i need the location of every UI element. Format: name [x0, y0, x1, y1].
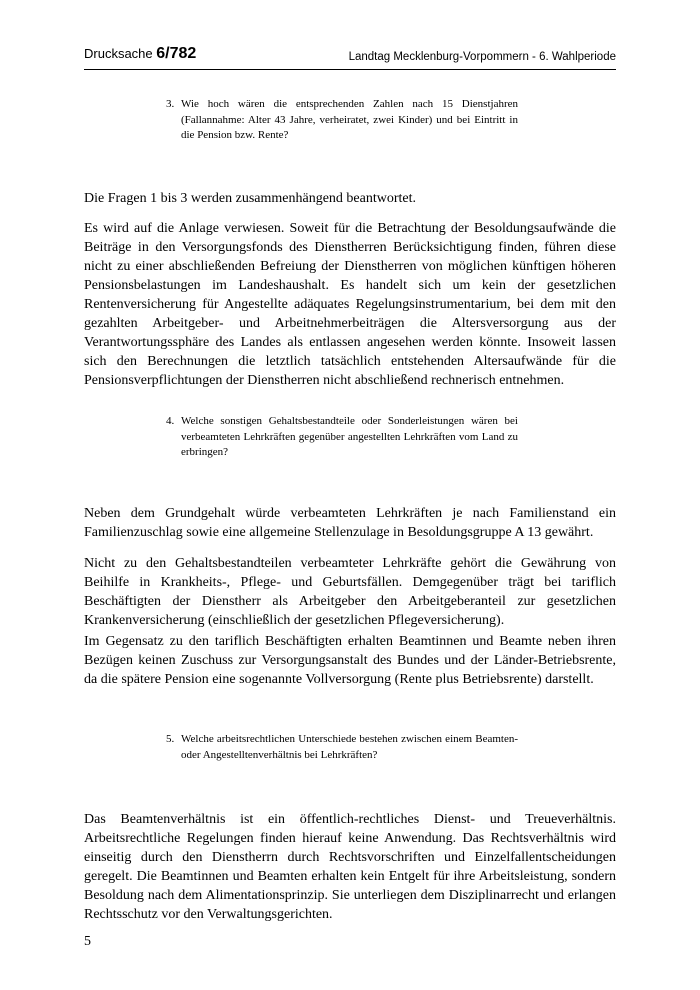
page-number: 5: [84, 934, 91, 949]
answer-intro: Die Fragen 1 bis 3 werden zusammenhängend beantwortet.: [84, 191, 417, 206]
answer-4-paragraph-1: Neben dem Grundgehalt würde verbeamteten Lehrkräften je nach Familienstand ein Familienzuschlag sowie eine allgemeine Stellenzulage in Besoldungsgruppe A 13 gewährt.: [84, 506, 616, 540]
answer-5-paragraph: Das Beamtenverhältnis ist ein öffentlich-rechtliches Dienst- und Treueverhältnis. Arbeitsrechtliche Regelungen finden hierauf keine Anwendung. Das Rechtsverhältnis wird einseitig durch den Dienstherrn durch Rechtsvorschriften und Einzelfallentscheidungen geregelt. Die Beamtinnen und Beamten erhalten kein Entgelt für ihre Arbeitsleistung, sondern Besoldung nach dem Alimentationsprinzip. Sie unterliegen dem Disziplinarrecht und erlangen Rechtsschutz vor den Verwaltungsgerichten.: [84, 812, 616, 922]
question-number: 4.: [166, 415, 175, 427]
answer-4-paragraph-3: Im Gegensatz zu den tariflich Beschäftigten erhalten Beamtinnen und Beamte neben ihren Bezügen keinen Zuschuss zur Versorgungsanstalt des Bundes und der Länder-Betriebsrente, da die spätere Pension eine sogenannte Vollversorgung (Rente plus Betriebsrente) darstellt.: [84, 634, 616, 687]
question-text: Welche sonstigen Gehaltsbestandteile oder Sonderleistungen wären bei verbeamteten Lehrkräften gegenüber angestellten Lehrkräften vom Land zu erbringen?: [181, 415, 518, 458]
doc-label: Drucksache: [84, 46, 153, 61]
question-3: [166, 97, 518, 144]
question-number: 5.: [166, 733, 175, 745]
question-text: Welche arbeitsrechtlichen Unterschiede bestehen zwischen einem Beamten- oder Angestelltenverhältnis bei Lehrkräften?: [181, 733, 518, 761]
page-header: [84, 44, 616, 70]
answer-paragraph-1-3: Es wird auf die Anlage verwiesen. Soweit für die Betrachtung der Besoldungsaufwände die Beiträge in den Versorgungsfonds des Dienstherren Berücksichtigung finden, führen diese nicht zu einer abschließenden Befreiung der Dienstherren von möglichen künftigen höheren Pensionsbelastungen im Landeshaushalt. Es handelt sich um kein der gesetzlichen Rentenversicherung für Angestellte adäquates Regelungsinstrumentarium, bei dem mit den gezahlten Arbeitgeber- und Arbeitnehmerbeiträgen die Altersversorgung aus der Verantwortungssphäre des Landes als entlassen angesehen werden könnte. Insoweit lassen sich den Berechnungen die letztlich tatsächlich entstehenden Altersaufwände für die Pensionsverpflichtungen der Dienstherren nicht abschließend rechnerisch entnehmen.: [84, 221, 616, 388]
institution-label: Landtag Mecklenburg-Vorpommern - 6. Wahlperiode: [348, 51, 616, 63]
header-divider: [84, 69, 616, 70]
question-text: Wie hoch wären die entsprechenden Zahlen nach 15 Dienstjahren (Fallannahme: Alter 43 Jahre, verheiratet, zwei Kinder) und bei Eintritt in die Pension bzw. Rente?: [181, 98, 518, 141]
answer-4-paragraph-2: Nicht zu den Gehaltsbestandteilen verbeamteter Lehrkräfte gehört die Gewährung von Beihilfe in Krankheits-, Pflege- und Geburtsfällen. Demgegenüber trägt bei tariflich Beschäftigten der Dienstherr als Arbeitgeber den Arbeitgeberanteil zur gesetzlichen Krankenversicherung (einschließlich der gesetzlichen Pflegeversicherung).: [84, 556, 616, 628]
question-number: 3.: [166, 98, 175, 110]
question-5: [166, 732, 518, 763]
document-number: [84, 45, 196, 63]
doc-number: 6/782: [156, 45, 197, 62]
question-4: [166, 414, 518, 461]
